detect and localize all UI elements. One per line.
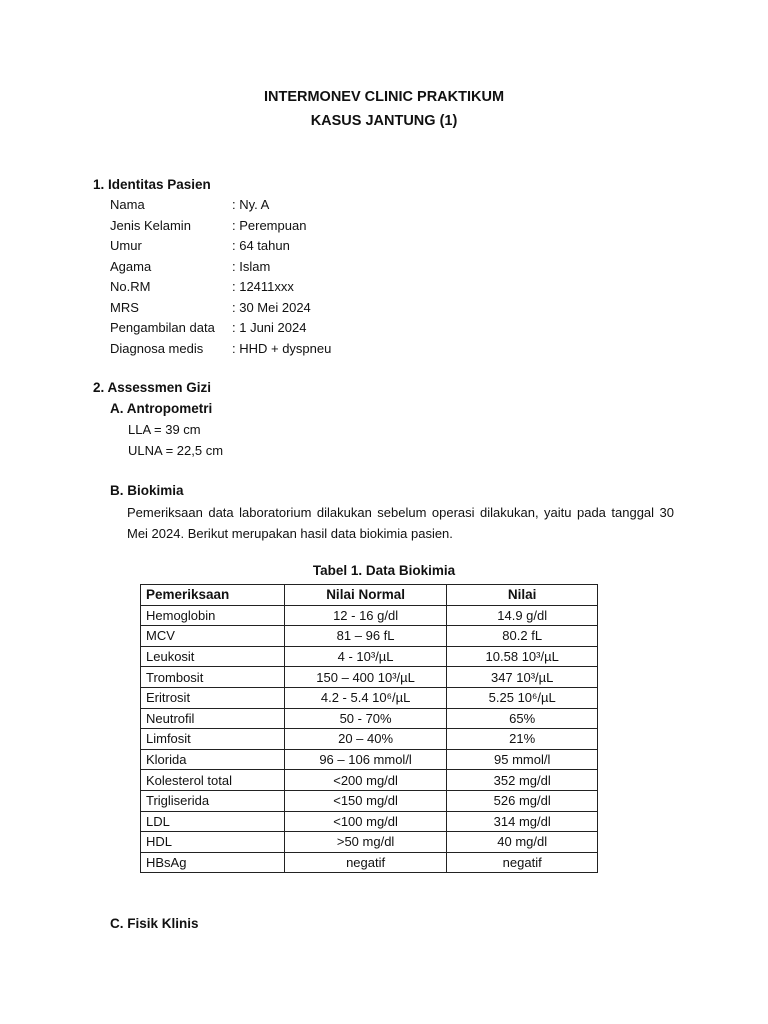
table-row bbox=[141, 770, 598, 791]
identity-row bbox=[110, 300, 311, 315]
header-nilai-normal: Nilai Normal bbox=[284, 585, 447, 606]
identity-value: : 12411xxx bbox=[232, 279, 294, 294]
cell-normal: 50 - 70% bbox=[284, 708, 447, 729]
identity-value: : Ny. A bbox=[232, 197, 270, 212]
cell-value: negatif bbox=[447, 852, 598, 873]
identity-key: Diagnosa medis bbox=[110, 340, 204, 356]
cell-normal: <100 mg/dl bbox=[284, 811, 447, 832]
cell-value: 95 mmol/l bbox=[447, 749, 598, 770]
identity-value: : 30 Mei 2024 bbox=[232, 299, 311, 315]
cell-normal: 12 - 16 g/dl bbox=[284, 605, 447, 626]
ulna-value: ULNA = 22,5 cm bbox=[128, 442, 224, 458]
identity-value: : Islam bbox=[232, 258, 271, 274]
identity-key: Pengambilan data bbox=[110, 320, 215, 335]
table-row bbox=[141, 832, 598, 853]
document-title: INTERMONEV CLINIC PRAKTIKUM bbox=[263, 89, 505, 105]
cell-test: Neutrofil bbox=[141, 708, 285, 729]
table-row bbox=[141, 729, 598, 750]
header-pemeriksaan: Pemeriksaan bbox=[141, 585, 285, 606]
cell-test: HDL bbox=[141, 832, 285, 853]
cell-value: 40 mg/dl bbox=[447, 832, 598, 853]
table-row bbox=[141, 811, 598, 832]
table-row bbox=[141, 708, 598, 729]
identity-value: : HHD + dyspneu bbox=[232, 340, 332, 356]
cell-test: Limfosit bbox=[141, 729, 285, 750]
cell-value: 526 mg/dl bbox=[447, 790, 598, 811]
table-row bbox=[141, 626, 598, 647]
identity-value: : 64 tahun bbox=[232, 238, 290, 253]
table-row bbox=[141, 667, 598, 688]
cell-normal: <200 mg/dl bbox=[284, 770, 447, 791]
cell-normal: negatif bbox=[284, 852, 447, 873]
cell-test: Trombosit bbox=[141, 667, 285, 688]
table-caption: Tabel 1. Data Biokimia bbox=[312, 563, 456, 578]
cell-normal: <150 mg/dl bbox=[284, 790, 447, 811]
identity-row bbox=[110, 218, 306, 233]
identity-row bbox=[110, 320, 306, 335]
cell-value: 14.9 g/dl bbox=[447, 605, 598, 626]
cell-value: 21% bbox=[447, 729, 598, 750]
table-row bbox=[141, 646, 598, 667]
identity-value: : 1 Juni 2024 bbox=[232, 320, 307, 335]
table-row bbox=[141, 790, 598, 811]
identity-key: Umur bbox=[110, 238, 142, 253]
table-row bbox=[141, 605, 598, 626]
section-assessmen-heading: 2. Assessmen Gizi bbox=[93, 380, 212, 395]
cell-normal: >50 mg/dl bbox=[284, 832, 447, 853]
identity-row bbox=[110, 279, 294, 294]
cell-value: 65% bbox=[447, 708, 598, 729]
cell-normal: 4 - 10³/µL bbox=[284, 646, 447, 667]
cell-test: Eritrosit bbox=[141, 687, 285, 708]
fisik-klinis-heading: C. Fisik Klinis bbox=[110, 916, 199, 931]
section-identitas-heading: 1. Identitas Pasien bbox=[93, 177, 211, 192]
cell-normal: 20 – 40% bbox=[284, 729, 447, 750]
cell-test: Hemoglobin bbox=[141, 605, 285, 626]
table-row bbox=[141, 852, 598, 873]
cell-value: 10.58 10³/µL bbox=[447, 646, 598, 667]
cell-value: 352 mg/dl bbox=[447, 770, 598, 791]
biochemistry-table bbox=[140, 584, 598, 873]
identity-row bbox=[110, 238, 290, 253]
identity-key: Agama bbox=[110, 258, 152, 274]
cell-value: 347 10³/µL bbox=[447, 667, 598, 688]
biokimia-heading: B. Biokimia bbox=[110, 483, 184, 498]
cell-value: 314 mg/dl bbox=[447, 811, 598, 832]
cell-normal: 150 – 400 10³/µL bbox=[284, 667, 447, 688]
identity-row bbox=[110, 259, 270, 274]
identity-key: No.RM bbox=[110, 279, 151, 294]
cell-test: HBsAg bbox=[141, 852, 285, 873]
identity-key: MRS bbox=[110, 299, 139, 315]
table-header-row bbox=[141, 585, 598, 606]
antropometri-heading: A. Antropometri bbox=[110, 401, 213, 416]
cell-test: LDL bbox=[141, 811, 285, 832]
cell-test: Trigliserida bbox=[141, 790, 285, 811]
cell-normal: 81 – 96 fL bbox=[284, 626, 447, 647]
identity-value: : Perempuan bbox=[232, 217, 307, 233]
identity-key: Jenis Kelamin bbox=[110, 217, 191, 233]
table-row bbox=[141, 687, 598, 708]
biokimia-paragraph: Pemeriksaan data laboratorium dilakukan sebelum operasi dilakukan, yaitu pada tanggal 30 Mei 2024. Berikut merupakan hasil data biokimia pasien. bbox=[127, 505, 674, 541]
table-row bbox=[141, 749, 598, 770]
cell-value: 80.2 fL bbox=[447, 626, 598, 647]
lla-value: LLA = 39 cm bbox=[128, 422, 201, 437]
cell-test: Klorida bbox=[141, 749, 285, 770]
identity-row bbox=[110, 197, 269, 212]
header-nilai: Nilai bbox=[447, 585, 598, 606]
cell-normal: 96 – 106 mmol/l bbox=[284, 749, 447, 770]
cell-normal: 4.2 - 5.4 10⁶/µL bbox=[284, 687, 447, 708]
identity-key: Nama bbox=[110, 197, 145, 212]
cell-test: Leukosit bbox=[141, 646, 285, 667]
identity-row bbox=[110, 341, 331, 356]
cell-value: 5.25 10⁶/µL bbox=[447, 687, 598, 708]
cell-test: MCV bbox=[141, 626, 285, 647]
cell-test: Kolesterol total bbox=[141, 770, 285, 791]
document-subtitle: KASUS JANTUNG (1) bbox=[310, 113, 458, 129]
